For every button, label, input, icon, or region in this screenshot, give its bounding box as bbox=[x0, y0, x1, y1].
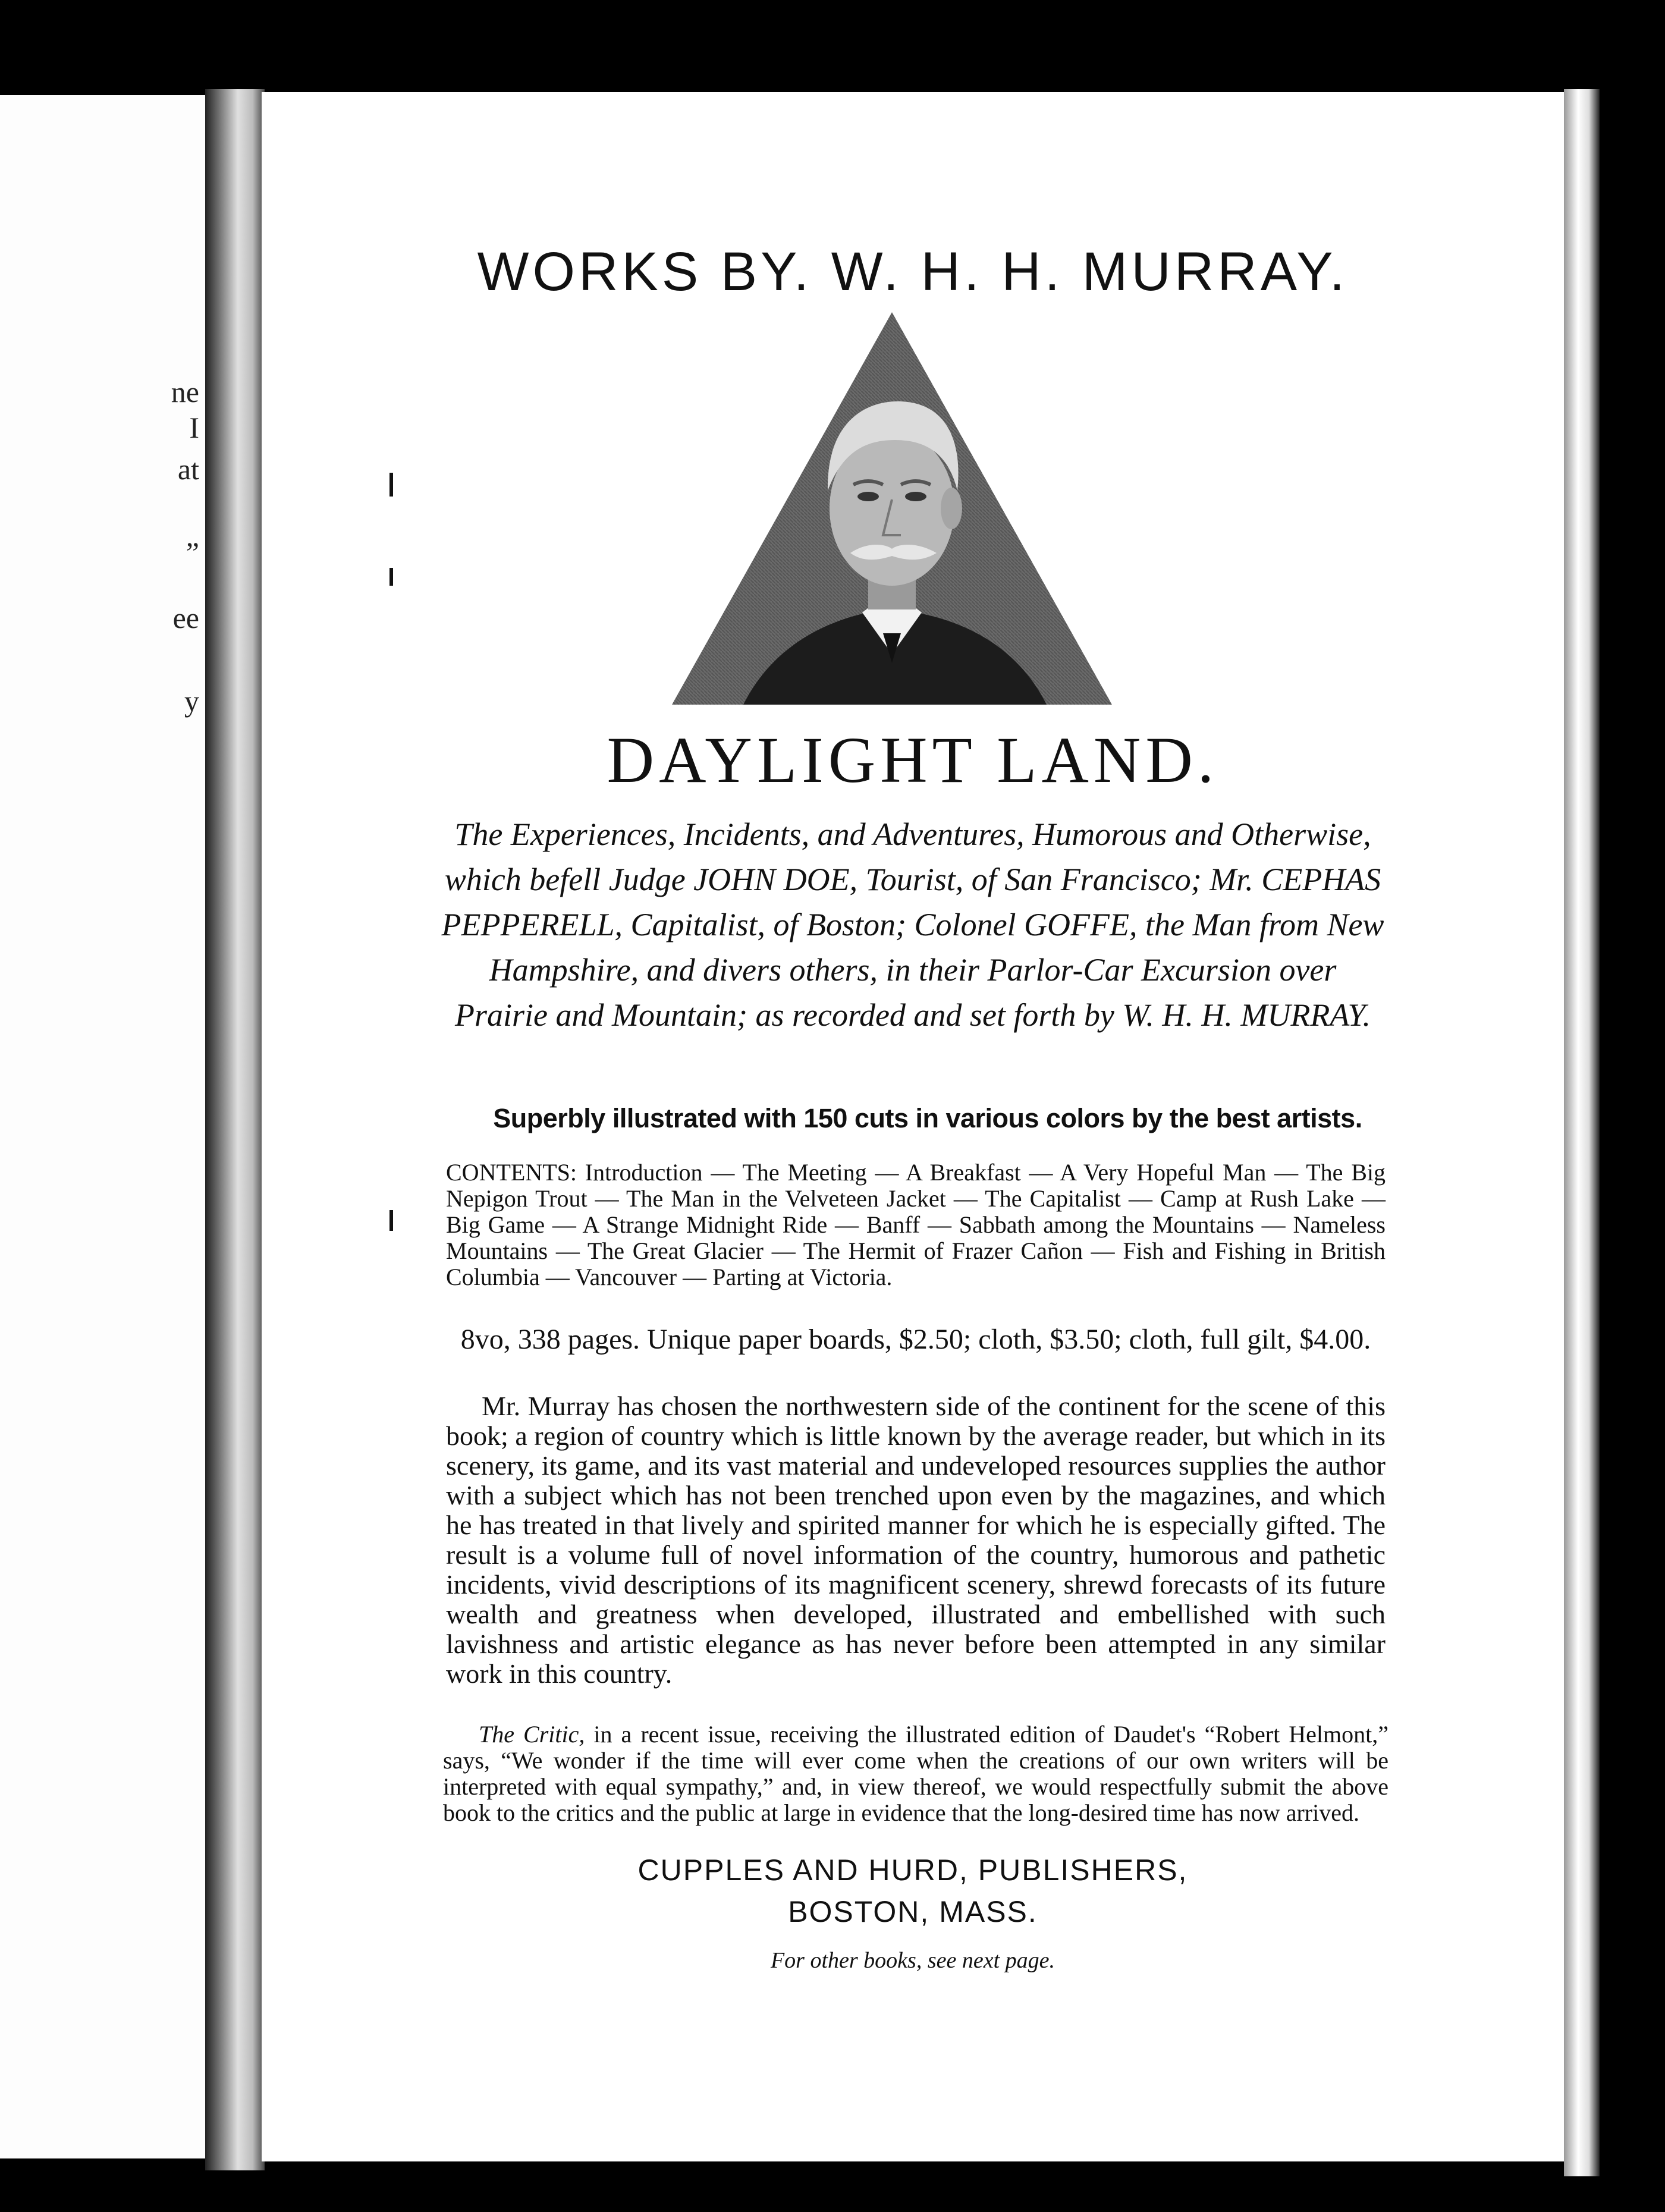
critic-review bbox=[443, 1721, 1388, 1826]
previous-page-edge bbox=[0, 95, 205, 2158]
previous-page-fragment: ee bbox=[172, 601, 199, 634]
pricing-info: 8vo, 338 pages. Unique paper boards, $2.50; cloth, $3.50; cloth, full gilt, $4.00. bbox=[460, 1324, 1371, 1355]
illustration-note: Superbly illustrated with 150 cuts in various colors by the best artists. bbox=[493, 1103, 1362, 1133]
portrait-engraving-icon bbox=[672, 312, 1112, 705]
previous-page-fragment: at bbox=[177, 453, 199, 486]
publisher-block bbox=[262, 1849, 1564, 1933]
critic-source: The Critic, bbox=[479, 1721, 585, 1748]
page-edge bbox=[1564, 89, 1600, 2176]
footer-note: For other books, see next page. bbox=[770, 1948, 1055, 1973]
book-description: Mr. Murray has chosen the northwestern side of the continent for the scene of this book; a region of country which is little known by the average reader, but which in its scenery, its game, and its vast material and undeveloped resources supplies the author with a subject which has not been trenched upon even by the magazines, and which he has treated in that lively and spirited manner for which he is especially gifted. The result is a volume full of novel information of the country, humorous and pathetic incidents, vivid descriptions of its magnificent scenery, shrewd forecasts of its future wealth and greatness when developed, illustrated and embellished with such lavishness and artistic elegance as has never before been attempted in any similar work in this country. bbox=[446, 1391, 1386, 1689]
scan-speck bbox=[389, 1210, 393, 1231]
scan-speck bbox=[389, 568, 393, 586]
previous-page-fragment: I bbox=[189, 411, 199, 444]
advertisement-page bbox=[262, 92, 1564, 2161]
book-gutter bbox=[205, 89, 265, 2170]
scan-speck bbox=[389, 473, 393, 497]
publisher-name: CUPPLES AND HURD, PUBLISHERS, bbox=[637, 1853, 1188, 1887]
previous-page-fragment: ne bbox=[171, 375, 199, 409]
critic-quote: in a recent issue, receiving the illustrated edition of Daudet's “Robert Helmont,” says, “We wonder if the time will ever come when the creations of our own writers will be interpreted with equal sympathy,” and, in view thereof, we would respectfully submit the above book to the critics and the public at large in evidence that the long-desired time has now arrived. bbox=[443, 1721, 1388, 1826]
table-of-contents bbox=[446, 1160, 1386, 1290]
publisher-city: BOSTON, MASS. bbox=[788, 1895, 1038, 1928]
book-subtitle: The Experiences, Incidents, and Adventures, Humorous and Otherwise, which befell Judge JOHN DOE, Tourist, of San Francisco; Mr. CEPHAS PEPPERELL, Capitalist, of Boston; Colonel GOFFE, the Man from New Hampshire, and divers others, in their Parlor-Car Excursion over Prairie and Mountain; as recorded and set forth by W. H. H. MURRAY. bbox=[441, 816, 1384, 1033]
contents-list: Introduction — The Meeting — A Breakfast — A Very Hopeful Man — The Big Nepigon Trout — The Man in the Velveteen Jacket — The Capitalist — Camp at Rush Lake — Big Game — A Strange Midnight Ride — Banff — Sabbath among the Mountains — Nameless Mountains — The Great Glacier — The Hermit of Frazer Cañon — Fish and Fishing in British Columbia — Vancouver — Parting at Victoria. bbox=[446, 1159, 1386, 1290]
contents-label: CONTENTS: bbox=[446, 1159, 577, 1186]
book-title: DAYLIGHT LAND. bbox=[607, 724, 1219, 796]
page-heading: WORKS BY. W. H. H. MURRAY. bbox=[477, 241, 1349, 302]
previous-page-fragment: y bbox=[184, 684, 199, 718]
previous-page-fragment: ” bbox=[186, 536, 199, 569]
